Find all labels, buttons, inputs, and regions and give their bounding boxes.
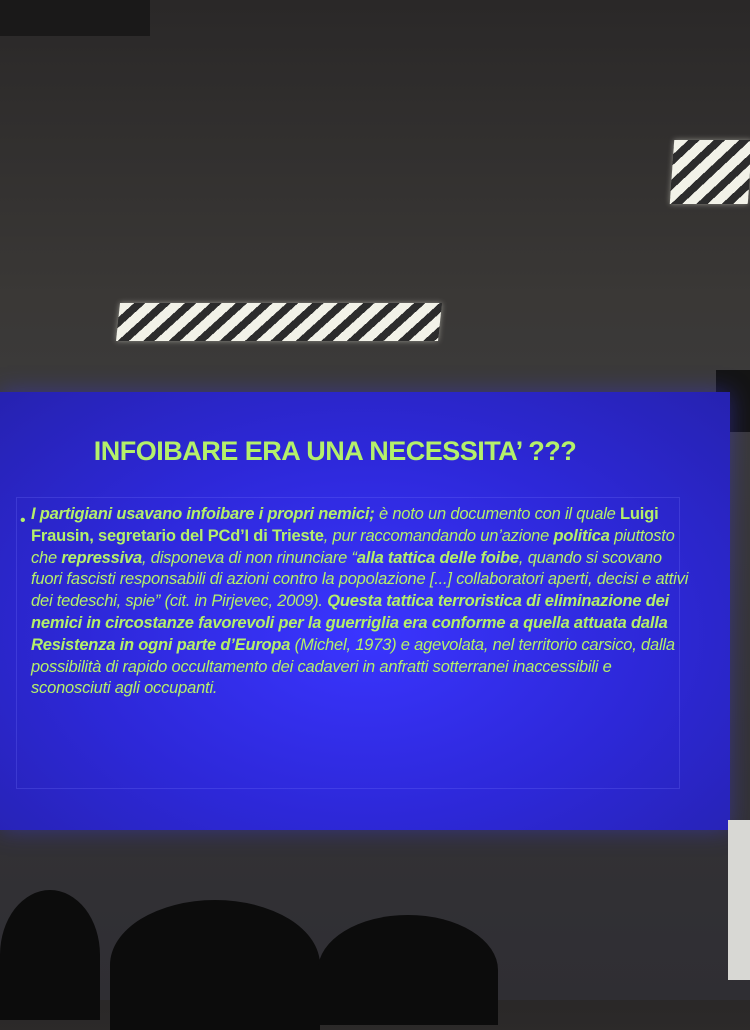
text-span: , disponeva di non rinunciare “ — [141, 548, 357, 567]
ceiling-light — [116, 303, 442, 341]
text-span: piuttosto che — [31, 526, 675, 567]
text-span: Questa tattica terroristica di eliminazione dei nemici in circostanze favorevoli per la guerriglia era conforme a quella attuata dalla Resistenza in ogni parte d’Europa — [31, 592, 669, 654]
text-span: è noto un documento con il quale — [374, 505, 621, 523]
ceiling-shadow — [0, 0, 150, 36]
bullet-point: • — [20, 512, 26, 529]
text-span: I partigiani usavano infoibare i propri nemici; — [31, 505, 375, 523]
ceiling-light — [670, 140, 750, 204]
audience-head — [0, 890, 100, 1020]
text-span: , pur raccomandando un’azione — [323, 526, 554, 545]
text-span: repressiva — [61, 548, 142, 567]
side-panel — [728, 820, 750, 980]
text-span: Luigi Frausin, segretario del PCd’I di Trieste — [31, 505, 659, 545]
text-span: alla tattica delle foibe — [356, 548, 519, 567]
slide-title: INFOIBARE ERA UNA NECESSITA’ ??? — [93, 436, 577, 466]
text-span: politica — [553, 526, 610, 545]
projected-slide — [0, 392, 730, 830]
slide-body-text — [31, 504, 691, 700]
text-span: (Michel, 1973) e agevolata, nel territorio carsico, dalla possibilità di rapido occultamento dei cadaveri in anfratti sotterranei inaccessibili e sconosciuti agli occupanti. — [31, 635, 675, 698]
text-span: , quando si scovano fuori fascisti responsabili di azioni contro la popolazione [...] collaboratori aperti, decisi e attivi dei tedeschi, spie” (cit. in Pirjevec, 2009). — [31, 548, 689, 611]
audience-head — [318, 915, 498, 1025]
audience-head — [110, 900, 320, 1030]
slide-text-box — [16, 497, 689, 789]
